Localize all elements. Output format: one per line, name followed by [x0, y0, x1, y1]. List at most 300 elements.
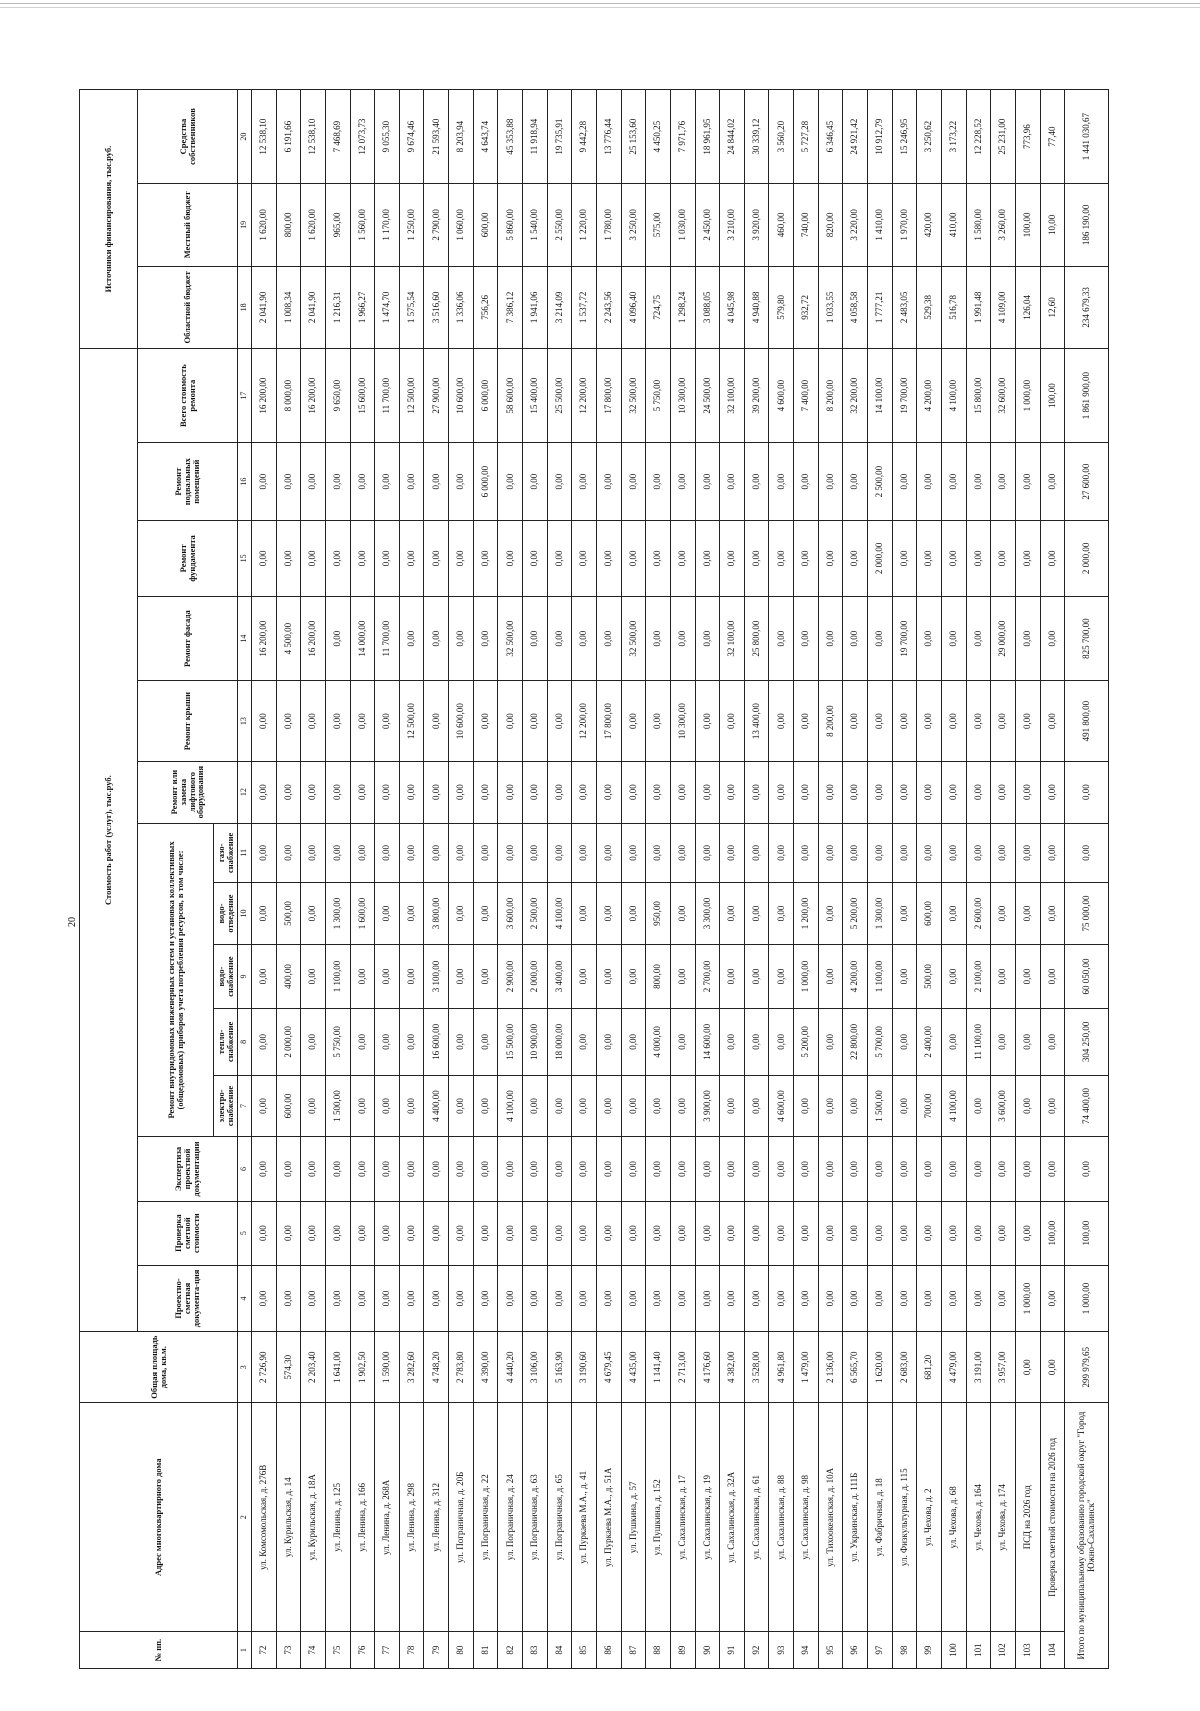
row-address: ул. Пограничная, д. 63 [523, 1403, 548, 1632]
row-value: 420,00 [917, 184, 942, 266]
row-value: 4 000,00 [646, 1009, 671, 1075]
row-number: 81 [473, 1632, 498, 1669]
total-value: 60 050,00 [1065, 944, 1109, 1008]
row-value: 0,00 [449, 521, 474, 597]
row-value: 5 200,00 [794, 1009, 819, 1075]
table-row [843, 90, 868, 1669]
row-value: 0,00 [350, 1201, 375, 1265]
row-number: 75 [325, 1632, 350, 1669]
row-value: 0,00 [621, 1075, 646, 1137]
row-value: 0,00 [325, 681, 350, 761]
row-value: 3 528,00 [744, 1332, 769, 1403]
table-row [276, 90, 301, 1669]
row-value: 0,00 [966, 1265, 991, 1331]
row-value: 0,00 [868, 761, 893, 823]
row-value: 0,00 [325, 596, 350, 681]
row-value: 4 096,40 [621, 266, 646, 348]
row-value: 0,00 [695, 521, 720, 597]
row-value: 0,00 [769, 883, 794, 945]
row-address: Проверка сметной стоимости на 2026 год [1040, 1403, 1065, 1632]
row-number: 95 [818, 1632, 843, 1669]
row-value: 0,00 [966, 521, 991, 597]
row-value: 24 500,00 [695, 349, 720, 443]
row-value: 3 220,00 [843, 184, 868, 266]
row-value: 0,00 [966, 1075, 991, 1137]
row-value: 0,00 [547, 1137, 572, 1201]
row-value: 0,00 [424, 1265, 449, 1331]
row-value: 0,00 [399, 1265, 424, 1331]
row-value: 0,00 [473, 883, 498, 945]
row-value: 30 339,12 [744, 90, 769, 184]
row-value: 0,00 [498, 681, 523, 761]
row-value: 25 800,00 [744, 596, 769, 681]
row-value: 2 600,00 [966, 883, 991, 945]
row-value: 16 200,00 [301, 596, 326, 681]
row-value: 0,00 [375, 681, 400, 761]
row-value: 0,00 [523, 761, 548, 823]
row-value: 4 450,25 [646, 90, 671, 184]
row-value: 2 041,90 [301, 266, 326, 348]
row-value: 0,00 [424, 443, 449, 521]
row-value: 1 479,00 [794, 1332, 819, 1403]
row-address: ул. Пограничная, д. 24 [498, 1403, 523, 1632]
row-value: 0,00 [794, 1075, 819, 1137]
table-row [917, 90, 942, 1669]
row-number: 101 [966, 1632, 991, 1669]
row-value: 0,00 [399, 761, 424, 823]
row-number: 93 [769, 1632, 794, 1669]
row-value: 5 700,00 [868, 1009, 893, 1075]
row-value: 800,00 [646, 944, 671, 1008]
row-value: 0,00 [744, 1137, 769, 1201]
row-value: 19 700,00 [892, 349, 917, 443]
row-value: 0,00 [621, 681, 646, 761]
row-value: 32 100,00 [720, 349, 745, 443]
total-value: 0,00 [1065, 1137, 1109, 1201]
row-value: 0,00 [572, 761, 597, 823]
row-value: 0,00 [596, 944, 621, 1008]
row-value: 4 100,00 [941, 1075, 966, 1137]
row-value: 2 783,80 [449, 1332, 474, 1403]
row-value: 1 033,55 [818, 266, 843, 348]
row-value: 0,00 [350, 1137, 375, 1201]
row-value: 0,00 [892, 944, 917, 1008]
row-value: 1 000,00 [1015, 1265, 1040, 1331]
row-value: 0,00 [818, 1009, 843, 1075]
row-value: 0,00 [375, 883, 400, 945]
row-value: 950,00 [646, 883, 671, 945]
row-value: 0,00 [670, 1137, 695, 1201]
row-value: 0,00 [498, 1137, 523, 1201]
row-value: 6 000,00 [473, 443, 498, 521]
row-value: 29 000,00 [991, 596, 1016, 681]
row-number: 83 [523, 1632, 548, 1669]
row-value: 0,00 [523, 1137, 548, 1201]
row-value: 0,00 [424, 823, 449, 883]
row-value: 3 173,22 [941, 90, 966, 184]
row-value: 0,00 [670, 883, 695, 945]
row-number: 72 [252, 1632, 277, 1669]
row-number: 89 [670, 1632, 695, 1669]
row-value: 0,00 [892, 883, 917, 945]
row-value: 0,00 [399, 521, 424, 597]
row-value: 0,00 [769, 944, 794, 1008]
row-value: 0,00 [744, 1265, 769, 1331]
row-value: 8 000,00 [276, 349, 301, 443]
row-value: 0,00 [276, 1201, 301, 1265]
row-value: 0,00 [325, 1201, 350, 1265]
row-value: 1 991,48 [966, 266, 991, 348]
row-value: 0,00 [941, 761, 966, 823]
row-value: 0,00 [646, 596, 671, 681]
row-value: 0,00 [252, 883, 277, 945]
table-row [350, 90, 375, 1669]
row-value: 0,00 [523, 681, 548, 761]
header-num: № пп. [80, 1632, 238, 1669]
header-gas: газо-снабжение [214, 823, 238, 883]
row-value: 1 902,50 [350, 1332, 375, 1403]
row-value: 0,00 [670, 1201, 695, 1265]
row-value: 0,00 [621, 761, 646, 823]
table-row [547, 90, 572, 1669]
row-value: 0,00 [794, 1137, 819, 1201]
row-value: 0,00 [744, 883, 769, 945]
row-value: 0,00 [498, 823, 523, 883]
row-value: 0,00 [818, 883, 843, 945]
row-value: 4 600,00 [769, 1075, 794, 1137]
row-value: 0,00 [252, 823, 277, 883]
column-index: 13 [238, 681, 252, 761]
row-value: 0,00 [843, 1201, 868, 1265]
row-value: 0,00 [252, 1075, 277, 1137]
row-value: 0,00 [1015, 1201, 1040, 1265]
row-number: 85 [572, 1632, 597, 1669]
row-value: 2 483,05 [892, 266, 917, 348]
row-value: 0,00 [301, 521, 326, 597]
row-value: 1 474,70 [375, 266, 400, 348]
table-body [252, 90, 1109, 1669]
row-value: 0,00 [276, 761, 301, 823]
row-value: 0,00 [695, 1137, 720, 1201]
row-value: 0,00 [596, 1075, 621, 1137]
row-address: ул. Сахалинская, д. 98 [794, 1403, 819, 1632]
row-number: 74 [301, 1632, 326, 1669]
row-value: 0,00 [621, 883, 646, 945]
row-value: 0,00 [449, 761, 474, 823]
row-value: 1 500,00 [325, 1075, 350, 1137]
row-address: ул. Ленина, д. 125 [325, 1403, 350, 1632]
table-row [1040, 90, 1065, 1669]
row-number: 97 [868, 1632, 893, 1669]
row-value: 0,00 [941, 443, 966, 521]
row-value: 0,00 [252, 761, 277, 823]
row-address: ул. Чехова, д. 68 [941, 1403, 966, 1632]
capital-repair-table [79, 89, 1109, 1669]
row-address: ул. Пуркаева М.А., д. 41 [572, 1403, 597, 1632]
row-value: 0,00 [473, 1009, 498, 1075]
row-value: 2 500,00 [523, 883, 548, 945]
row-value: 32 200,00 [843, 349, 868, 443]
row-value: 0,00 [941, 1265, 966, 1331]
row-value: 756,26 [473, 266, 498, 348]
row-value: 0,00 [794, 443, 819, 521]
row-value: 17 800,00 [596, 349, 621, 443]
row-value: 0,00 [572, 1201, 597, 1265]
row-value: 0,00 [523, 1201, 548, 1265]
row-value: 0,00 [941, 1009, 966, 1075]
row-value: 4 440,20 [498, 1332, 523, 1403]
row-value: 3 106,00 [523, 1332, 548, 1403]
row-value: 0,00 [744, 1009, 769, 1075]
row-value: 0,00 [868, 1201, 893, 1265]
page-number: 20 [67, 917, 78, 927]
row-value: 0,00 [695, 1201, 720, 1265]
row-value: 0,00 [843, 681, 868, 761]
row-value: 13 776,44 [596, 90, 621, 184]
row-value: 0,00 [720, 944, 745, 1008]
row-value: 100,00 [1015, 184, 1040, 266]
row-value: 21 593,40 [424, 90, 449, 184]
row-value: 3 088,05 [695, 266, 720, 348]
table-row [818, 90, 843, 1669]
row-value: 516,78 [941, 266, 966, 348]
row-value: 0,00 [769, 1137, 794, 1201]
row-value: 0,00 [449, 1009, 474, 1075]
table-row [991, 90, 1016, 1669]
row-value: 0,00 [399, 443, 424, 521]
row-value: 0,00 [892, 681, 917, 761]
row-value: 4 200,00 [843, 944, 868, 1008]
row-value: 0,00 [991, 823, 1016, 883]
column-index: 4 [238, 1265, 252, 1331]
row-value: 500,00 [917, 944, 942, 1008]
row-value: 0,00 [276, 443, 301, 521]
row-value: 800,00 [276, 184, 301, 266]
row-value: 32 100,00 [720, 596, 745, 681]
row-address: ул. Чехова, д. 164 [966, 1403, 991, 1632]
row-value: 0,00 [523, 443, 548, 521]
row-value: 0,00 [350, 944, 375, 1008]
row-value: 16 200,00 [252, 349, 277, 443]
row-number: 91 [720, 1632, 745, 1669]
row-value: 0,00 [720, 1265, 745, 1331]
row-address: ул. Комсомольская, д. 276В [252, 1403, 277, 1632]
row-value: 0,00 [769, 443, 794, 521]
row-value: 0,00 [917, 823, 942, 883]
table-row [794, 90, 819, 1669]
row-value: 0,00 [843, 521, 868, 597]
row-value: 0,00 [276, 1137, 301, 1201]
row-address: ул. Пушкина, д. 152 [646, 1403, 671, 1632]
row-value: 0,00 [917, 681, 942, 761]
row-value: 0,00 [1015, 1009, 1040, 1075]
row-value: 0,00 [325, 1137, 350, 1201]
row-value: 58 600,00 [498, 349, 523, 443]
row-value: 0,00 [1015, 681, 1040, 761]
row-value: 1 777,21 [868, 266, 893, 348]
row-value: 0,00 [991, 1201, 1016, 1265]
row-number: 88 [646, 1632, 671, 1669]
column-index: 15 [238, 521, 252, 597]
row-value: 24 921,42 [843, 90, 868, 184]
row-address: ул. Сахалинская, д. 88 [769, 1403, 794, 1632]
row-value: 12 228,52 [966, 90, 991, 184]
row-value: 77,40 [1040, 90, 1065, 184]
row-number: 86 [596, 1632, 621, 1669]
row-number: 77 [375, 1632, 400, 1669]
row-value: 11 700,00 [375, 596, 400, 681]
row-value: 2 683,00 [892, 1332, 917, 1403]
row-value: 0,00 [596, 1137, 621, 1201]
row-value: 0,00 [892, 761, 917, 823]
row-value: 0,00 [449, 1075, 474, 1137]
row-value: 0,00 [646, 761, 671, 823]
row-value: 0,00 [596, 521, 621, 597]
row-number: 98 [892, 1632, 917, 1669]
row-value: 0,00 [868, 1137, 893, 1201]
row-value: 0,00 [325, 823, 350, 883]
row-number: 80 [449, 1632, 474, 1669]
row-value: 0,00 [498, 761, 523, 823]
header-regional-budget: Областной бюджет [138, 266, 238, 348]
row-value: 1 560,00 [350, 184, 375, 266]
row-value: 600,00 [276, 1075, 301, 1137]
row-value: 0,00 [720, 1075, 745, 1137]
row-value: 2 203,40 [301, 1332, 326, 1403]
row-value: 2 726,90 [252, 1332, 277, 1403]
row-value: 0,00 [621, 1009, 646, 1075]
column-index-row [238, 90, 252, 1669]
total-value: 2 000,00 [1065, 521, 1109, 597]
total-value: 304 250,00 [1065, 1009, 1109, 1075]
row-value: 0,00 [794, 1201, 819, 1265]
row-value: 965,00 [325, 184, 350, 266]
row-value: 0,00 [449, 823, 474, 883]
table-row [596, 90, 621, 1669]
row-address: ул. Чехова, д. 2 [917, 1403, 942, 1632]
column-index: 1 [238, 1632, 252, 1669]
row-address: ул. Ленина, д. 268А [375, 1403, 400, 1632]
row-value: 460,00 [769, 184, 794, 266]
row-value: 27 900,00 [424, 349, 449, 443]
row-value: 0,00 [252, 1137, 277, 1201]
row-value: 0,00 [301, 1265, 326, 1331]
total-value: 299 979,65 [1065, 1332, 1109, 1403]
row-value: 0,00 [596, 443, 621, 521]
row-value: 0,00 [720, 521, 745, 597]
row-value: 1 000,00 [794, 944, 819, 1008]
row-value: 1 540,00 [523, 184, 548, 266]
row-value: 0,00 [252, 521, 277, 597]
row-value: 0,00 [276, 823, 301, 883]
row-number: 102 [991, 1632, 1016, 1669]
row-value: 9 442,28 [572, 90, 597, 184]
row-value: 9 650,00 [325, 349, 350, 443]
row-value: 2 500,00 [868, 443, 893, 521]
row-value: 0,00 [744, 761, 769, 823]
row-value: 0,00 [695, 823, 720, 883]
row-value: 0,00 [941, 1201, 966, 1265]
row-value: 0,00 [941, 681, 966, 761]
row-value: 25 500,00 [547, 349, 572, 443]
row-value: 2 000,00 [868, 521, 893, 597]
row-value: 0,00 [325, 521, 350, 597]
row-value: 2 900,00 [498, 944, 523, 1008]
row-value: 0,00 [892, 823, 917, 883]
row-value: 0,00 [769, 681, 794, 761]
row-value: 932,72 [794, 266, 819, 348]
row-value: 3 210,00 [720, 184, 745, 266]
table-row [449, 90, 474, 1669]
header-utility-group: Ремонт внутридомовых инженерных систем и установка коллективных (общедомовых) приборов учета потребления ресурсов, в том числе: [138, 823, 214, 1137]
row-value: 0,00 [744, 1075, 769, 1137]
row-value: 3 600,00 [991, 1075, 1016, 1137]
row-value: 0,00 [769, 596, 794, 681]
row-value: 0,00 [843, 1137, 868, 1201]
row-number: 90 [695, 1632, 720, 1669]
row-value: 0,00 [547, 761, 572, 823]
row-address: ул. Сахалинская, д. 61 [744, 1403, 769, 1632]
row-value: 0,00 [375, 1265, 400, 1331]
row-value: 1 100,00 [868, 944, 893, 1008]
table-row [695, 90, 720, 1669]
row-value: 0,00 [572, 883, 597, 945]
table-row [646, 90, 671, 1669]
row-value: 500,00 [276, 883, 301, 945]
row-value: 0,00 [498, 1201, 523, 1265]
row-number: 84 [547, 1632, 572, 1669]
row-value: 0,00 [449, 1265, 474, 1331]
row-value: 0,00 [966, 1137, 991, 1201]
row-value: 0,00 [720, 761, 745, 823]
row-value: 25 153,60 [621, 90, 646, 184]
row-value: 39 200,00 [744, 349, 769, 443]
row-value: 0,00 [868, 681, 893, 761]
row-value: 1 620,00 [868, 1332, 893, 1403]
row-value: 10 300,00 [670, 681, 695, 761]
row-value: 0,00 [572, 596, 597, 681]
row-value: 0,00 [252, 1201, 277, 1265]
row-value: 22 800,00 [843, 1009, 868, 1075]
row-address: ул. Сахалинская, д. 32А [720, 1403, 745, 1632]
row-value: 0,00 [1040, 596, 1065, 681]
row-value: 0,00 [252, 944, 277, 1008]
row-value: 0,00 [572, 944, 597, 1008]
row-number: 79 [424, 1632, 449, 1669]
row-value: 0,00 [818, 823, 843, 883]
row-value: 5 163,90 [547, 1332, 572, 1403]
row-value: 4 940,88 [744, 266, 769, 348]
row-value: 0,00 [473, 1075, 498, 1137]
row-value: 0,00 [769, 1009, 794, 1075]
row-value: 0,00 [399, 944, 424, 1008]
column-index: 18 [238, 266, 252, 348]
row-value: 1 336,06 [449, 266, 474, 348]
row-value: 0,00 [449, 944, 474, 1008]
row-value: 0,00 [350, 823, 375, 883]
row-value: 0,00 [695, 443, 720, 521]
row-value: 1 170,00 [375, 184, 400, 266]
total-value: 825 700,00 [1065, 596, 1109, 681]
row-value: 0,00 [399, 1201, 424, 1265]
rotated-page [65, 89, 1110, 1669]
row-value: 0,00 [818, 1201, 843, 1265]
header-owners-funds: Средства собственников [138, 90, 238, 184]
row-value: 0,00 [1040, 823, 1065, 883]
row-value: 0,00 [917, 761, 942, 823]
row-value: 0,00 [646, 1075, 671, 1137]
row-value: 0,00 [325, 1265, 350, 1331]
